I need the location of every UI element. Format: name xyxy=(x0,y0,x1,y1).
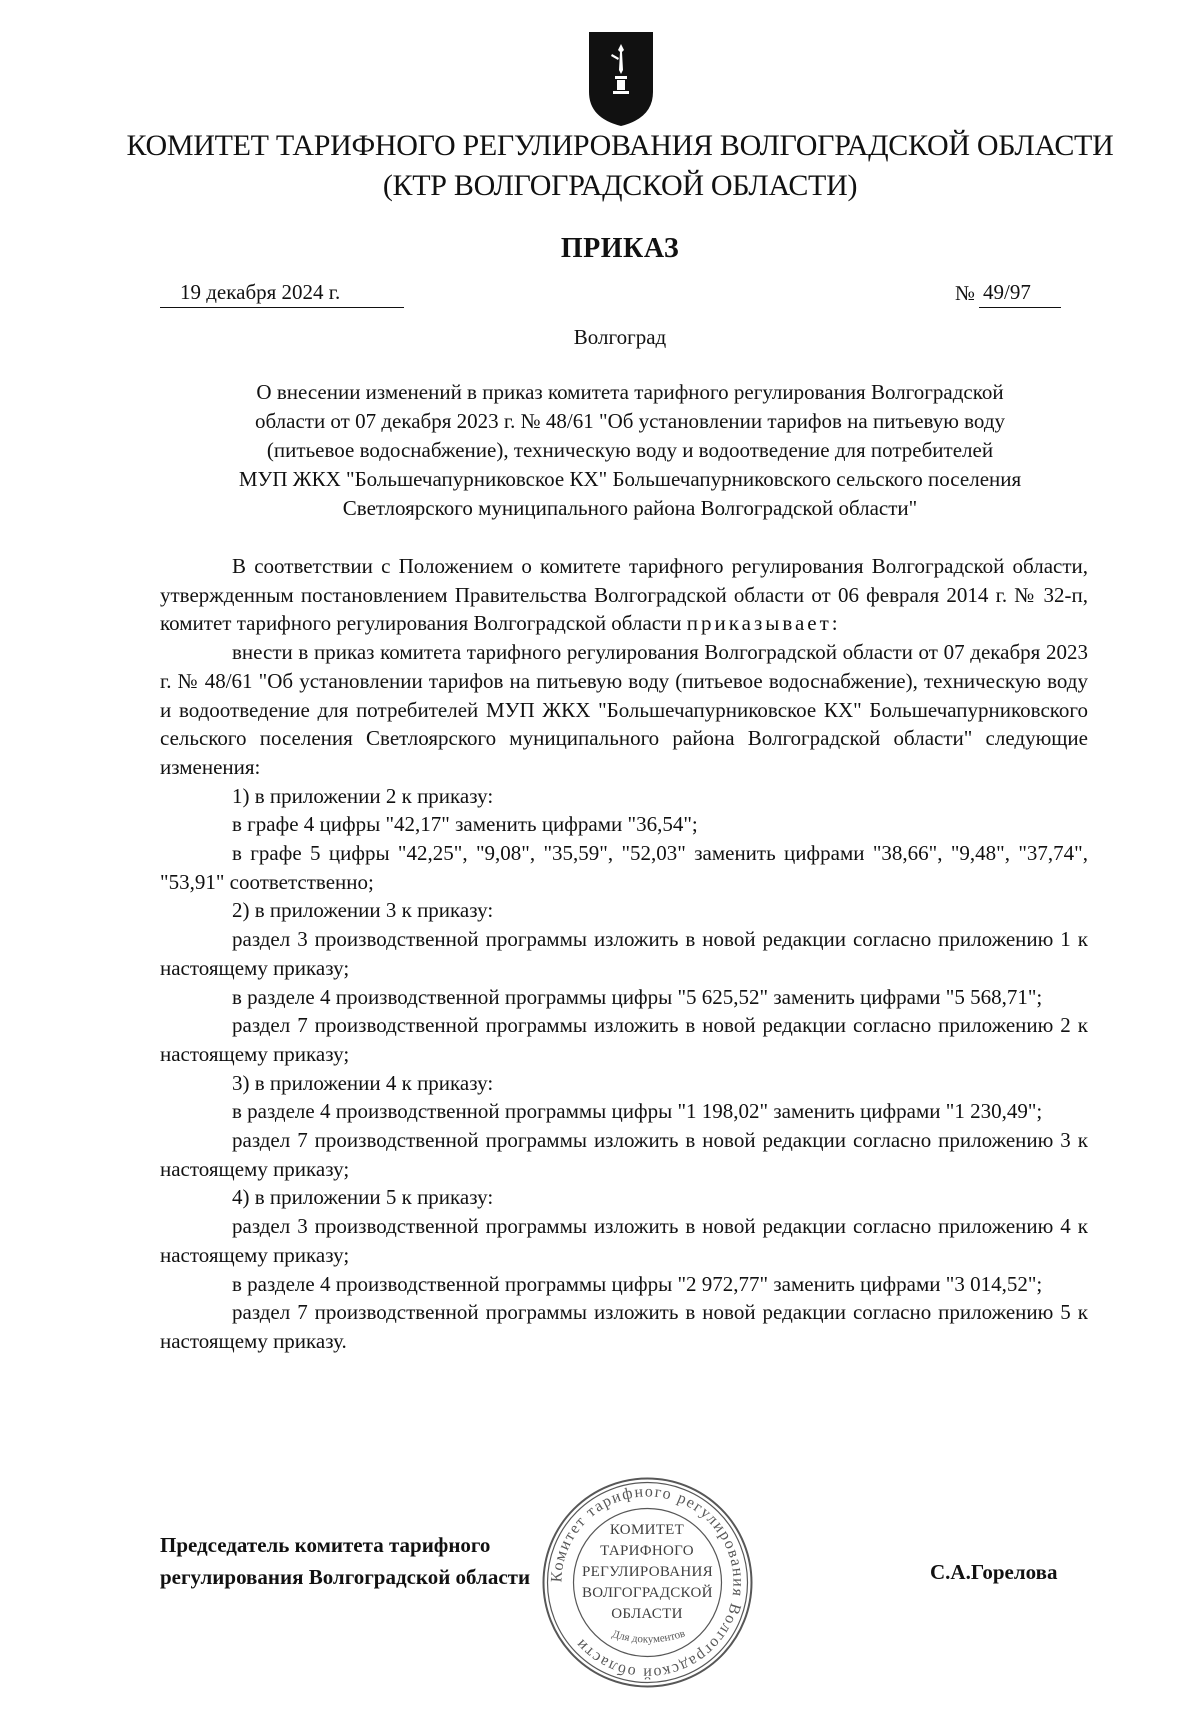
order-item: раздел 3 производственной программы изложить в новой редакции согласно приложению 1 к настоящему приказу; xyxy=(160,927,1088,980)
subject-line: О внесении изменений в приказ комитета тарифного регулирования Волгоградской xyxy=(256,380,1004,404)
order-item: 3) в приложении 4 к приказу: xyxy=(232,1070,494,1095)
signatory-position xyxy=(160,1529,530,1593)
seal-outer-text: Комитет тарифного регулирования Волгоградской области xyxy=(548,1483,747,1682)
subject-line: области от 07 декабря 2023 г. № 48/61 "Об установлении тарифов на питьевую воду xyxy=(254,409,1006,433)
organization-name xyxy=(0,126,1200,206)
order-item: в разделе 4 производственной программы цифры "2 972,77" заменить цифрами "3 014,52"; xyxy=(232,1271,1043,1296)
doc-type: ПРИКАЗ xyxy=(560,233,680,264)
svg-text:Для документов xyxy=(611,1627,687,1645)
seal-inner-line: ОБЛАСТИ xyxy=(611,1606,683,1622)
volgograd-emblem-icon xyxy=(586,30,656,128)
order-body xyxy=(160,552,1088,1356)
org-line-1: КОМИТЕТ ТАРИФНОГО РЕГУЛИРОВАНИЯ ВОЛГОГРАДСКОЙ ОБЛАСТИ xyxy=(126,129,1114,162)
preamble-text: В соответствии с Положением о комитете тарифного регулирования Волгоградской области, утвержденным постановлением Правительства Волгоградской области от 06 февраля 2014 г. № 32-п, комитет тарифного регулирования Волгоградской области xyxy=(160,554,1088,636)
order-item: в разделе 4 производственной программы цифры "1 198,02" заменить цифрами "1 230,49"; xyxy=(232,1099,1043,1124)
seal-inner-line: КОМИТЕТ xyxy=(609,1522,685,1538)
order-item: 1) в приложении 2 к приказу: xyxy=(232,783,494,808)
number-sign: № xyxy=(955,281,976,305)
order-item: раздел 7 производственной программы изложить в новой редакции согласно приложению 2 к настоящему приказу; xyxy=(160,1013,1088,1066)
subject-line: (питьевое водоснабжение), техническую воду и водоотведение для потребителей xyxy=(266,438,994,462)
seal-bottom-text: Для документов xyxy=(610,1627,687,1646)
org-line-2: (КТР ВОЛГОГРАДСКОЙ ОБЛАСТИ) xyxy=(382,169,858,202)
order-subject xyxy=(170,378,1090,523)
subject-line: МУП ЖКХ "Большечапурниковское КХ" Большечапурниковского сельского поселения xyxy=(238,467,1022,491)
order-number: 49/97 xyxy=(979,277,1061,308)
order-item: в графе 4 цифры "42,17" заменить цифрами "36,54"; xyxy=(232,812,698,837)
order-item: в разделе 4 производственной программы цифры "5 625,52" заменить цифрами "5 568,71"; xyxy=(232,984,1043,1009)
position-line-1: Председатель комитета тарифного xyxy=(160,1533,491,1557)
orders-word: приказывает: xyxy=(686,611,841,636)
intro-paragraph: внести в приказ комитета тарифного регулирования Волгоградской области от 07 декабря 2023 г. № 48/61 "Об установлении тарифов на питьевую воду (питьевое водоснабжение), техническую воду и водоотведение для потребителей МУП ЖКХ "Большечапурниковское КХ" Большечапурниковского сельского поселения Светлоярского муниципального района Волгоградской области" следующие изменения: xyxy=(160,640,1088,779)
seal-inner-line: РЕГУЛИРОВАНИЯ xyxy=(582,1564,713,1580)
preamble-paragraph xyxy=(160,552,1088,638)
seal-inner-line: ТАРИФНОГО xyxy=(600,1543,694,1559)
order-item: в графе 5 цифры "42,25", "9,08", "35,59", "52,03" заменить цифрами "38,66", "9,48", "37,74", "53,91" соответственно; xyxy=(160,841,1088,894)
order-item: раздел 7 производственной программы изложить в новой редакции согласно приложению 5 к настоящему приказу. xyxy=(160,1300,1088,1353)
seal-inner-text xyxy=(582,1520,712,1625)
city: Волгоград xyxy=(573,325,667,349)
order-item: раздел 3 производственной программы изложить в новой редакции согласно приложению 4 к настоящему приказу; xyxy=(160,1214,1088,1267)
order-item: 2) в приложении 3 к приказу: xyxy=(232,898,494,923)
subject-line: Светлоярского муниципального района Волгоградской области" xyxy=(342,496,918,520)
signatory-name: С.А.Горелова xyxy=(930,1560,1058,1584)
seal-inner-line: ВОЛГОГРАДСКОЙ xyxy=(582,1585,713,1601)
order-item: раздел 7 производственной программы изложить в новой редакции согласно приложению 3 к настоящему приказу; xyxy=(160,1128,1088,1181)
order-date: 19 декабря 2024 г. xyxy=(160,277,404,308)
order-item: 4) в приложении 5 к приказу: xyxy=(232,1185,494,1210)
order-number-block xyxy=(955,277,1061,308)
position-line-2: регулирования Волгоградской области xyxy=(160,1565,531,1589)
